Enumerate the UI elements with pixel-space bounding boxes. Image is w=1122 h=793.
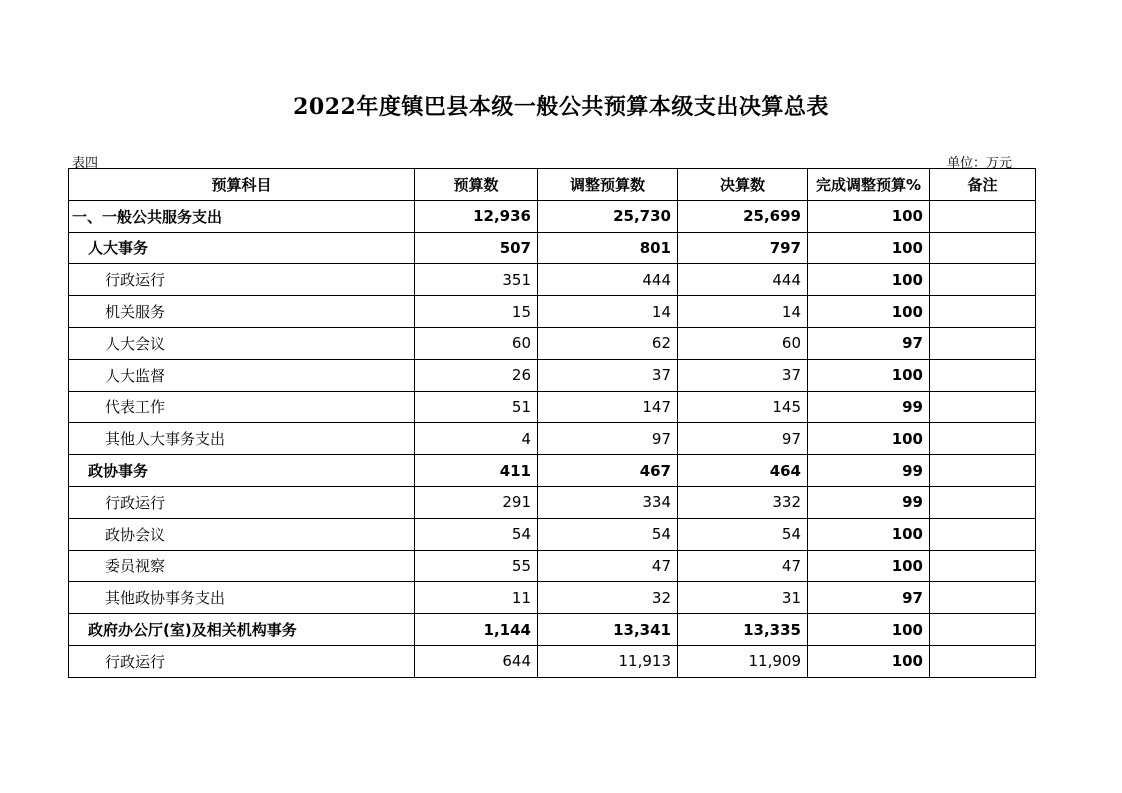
cell-adjusted: 47 bbox=[538, 550, 678, 582]
cell-note bbox=[930, 391, 1036, 423]
cell-note bbox=[930, 614, 1036, 646]
cell-adjusted: 14 bbox=[538, 296, 678, 328]
cell-rate: 100 bbox=[808, 359, 930, 391]
table-row bbox=[69, 486, 1036, 518]
cell-note bbox=[930, 550, 1036, 582]
table-row bbox=[69, 645, 1036, 677]
cell-rate: 97 bbox=[808, 582, 930, 614]
cell-adjusted: 13,341 bbox=[538, 614, 678, 646]
cell-note bbox=[930, 264, 1036, 296]
table-row bbox=[69, 518, 1036, 550]
cell-note bbox=[930, 296, 1036, 328]
cell-final: 464 bbox=[678, 455, 808, 487]
cell-budget: 351 bbox=[415, 264, 538, 296]
table-row bbox=[69, 550, 1036, 582]
cell-final: 332 bbox=[678, 486, 808, 518]
cell-subject: 其他政协事务支出 bbox=[69, 582, 415, 614]
cell-subject: 人大监督 bbox=[69, 359, 415, 391]
cell-budget: 55 bbox=[415, 550, 538, 582]
cell-budget: 51 bbox=[415, 391, 538, 423]
cell-budget: 15 bbox=[415, 296, 538, 328]
cell-budget: 507 bbox=[415, 232, 538, 264]
cell-budget: 11 bbox=[415, 582, 538, 614]
cell-adjusted: 25,730 bbox=[538, 200, 678, 232]
cell-subject: 一、一般公共服务支出 bbox=[69, 200, 415, 232]
cell-final: 60 bbox=[678, 327, 808, 359]
table-row bbox=[69, 232, 1036, 264]
page-title: 2022年度镇巴县本级一般公共预算本级支出决算总表 bbox=[293, 94, 829, 120]
cell-rate: 100 bbox=[808, 645, 930, 677]
cell-adjusted: 801 bbox=[538, 232, 678, 264]
cell-final: 97 bbox=[678, 423, 808, 455]
col-header-adjusted: 调整预算数 bbox=[538, 169, 678, 201]
col-header-rate: 完成调整预算% bbox=[808, 169, 930, 201]
cell-rate: 100 bbox=[808, 518, 930, 550]
cell-adjusted: 444 bbox=[538, 264, 678, 296]
cell-final: 14 bbox=[678, 296, 808, 328]
cell-adjusted: 62 bbox=[538, 327, 678, 359]
cell-note bbox=[930, 423, 1036, 455]
cell-rate: 99 bbox=[808, 391, 930, 423]
cell-final: 13,335 bbox=[678, 614, 808, 646]
cell-final: 31 bbox=[678, 582, 808, 614]
cell-rate: 100 bbox=[808, 232, 930, 264]
cell-adjusted: 147 bbox=[538, 391, 678, 423]
table-row bbox=[69, 582, 1036, 614]
cell-rate: 99 bbox=[808, 455, 930, 487]
cell-note bbox=[930, 455, 1036, 487]
cell-rate: 100 bbox=[808, 264, 930, 296]
col-header-subject: 预算科目 bbox=[69, 169, 415, 201]
cell-adjusted: 32 bbox=[538, 582, 678, 614]
cell-subject: 委员视察 bbox=[69, 550, 415, 582]
col-header-budget: 预算数 bbox=[415, 169, 538, 201]
cell-final: 797 bbox=[678, 232, 808, 264]
table-row bbox=[69, 327, 1036, 359]
table-row bbox=[69, 359, 1036, 391]
table-row bbox=[69, 200, 1036, 232]
cell-subject: 人大事务 bbox=[69, 232, 415, 264]
cell-final: 37 bbox=[678, 359, 808, 391]
table-row bbox=[69, 296, 1036, 328]
cell-budget: 26 bbox=[415, 359, 538, 391]
cell-final: 54 bbox=[678, 518, 808, 550]
cell-subject: 人大会议 bbox=[69, 327, 415, 359]
cell-budget: 60 bbox=[415, 327, 538, 359]
cell-budget: 54 bbox=[415, 518, 538, 550]
cell-subject: 行政运行 bbox=[69, 645, 415, 677]
cell-note bbox=[930, 200, 1036, 232]
cell-rate: 100 bbox=[808, 423, 930, 455]
cell-budget: 4 bbox=[415, 423, 538, 455]
cell-adjusted: 334 bbox=[538, 486, 678, 518]
cell-adjusted: 11,913 bbox=[538, 645, 678, 677]
table-row bbox=[69, 455, 1036, 487]
cell-subject: 行政运行 bbox=[69, 486, 415, 518]
cell-final: 444 bbox=[678, 264, 808, 296]
cell-final: 25,699 bbox=[678, 200, 808, 232]
cell-budget: 12,936 bbox=[415, 200, 538, 232]
cell-budget: 1,144 bbox=[415, 614, 538, 646]
cell-final: 47 bbox=[678, 550, 808, 582]
cell-subject: 机关服务 bbox=[69, 296, 415, 328]
cell-rate: 100 bbox=[808, 200, 930, 232]
unit-label: 单位：万元 bbox=[946, 156, 1012, 171]
cell-rate: 97 bbox=[808, 327, 930, 359]
cell-note bbox=[930, 327, 1036, 359]
table-number: 表四 bbox=[72, 156, 99, 171]
table-header-row bbox=[69, 169, 1036, 201]
cell-final: 11,909 bbox=[678, 645, 808, 677]
cell-note bbox=[930, 359, 1036, 391]
cell-adjusted: 37 bbox=[538, 359, 678, 391]
cell-note bbox=[930, 582, 1036, 614]
cell-subject: 代表工作 bbox=[69, 391, 415, 423]
cell-adjusted: 467 bbox=[538, 455, 678, 487]
cell-adjusted: 54 bbox=[538, 518, 678, 550]
budget-table bbox=[68, 168, 1036, 678]
cell-subject: 政协事务 bbox=[69, 455, 415, 487]
table-row bbox=[69, 614, 1036, 646]
cell-rate: 100 bbox=[808, 614, 930, 646]
cell-note bbox=[930, 486, 1036, 518]
cell-note bbox=[930, 645, 1036, 677]
cell-budget: 411 bbox=[415, 455, 538, 487]
cell-subject: 其他人大事务支出 bbox=[69, 423, 415, 455]
cell-budget: 291 bbox=[415, 486, 538, 518]
cell-adjusted: 97 bbox=[538, 423, 678, 455]
cell-rate: 100 bbox=[808, 550, 930, 582]
table-body bbox=[69, 200, 1036, 677]
cell-rate: 99 bbox=[808, 486, 930, 518]
table-row bbox=[69, 391, 1036, 423]
cell-note bbox=[930, 518, 1036, 550]
col-header-note: 备注 bbox=[930, 169, 1036, 201]
cell-subject: 政府办公厅(室)及相关机构事务 bbox=[69, 614, 415, 646]
table-row bbox=[69, 423, 1036, 455]
cell-final: 145 bbox=[678, 391, 808, 423]
cell-budget: 644 bbox=[415, 645, 538, 677]
cell-subject: 政协会议 bbox=[69, 518, 415, 550]
table-row bbox=[69, 264, 1036, 296]
cell-note bbox=[930, 232, 1036, 264]
cell-subject: 行政运行 bbox=[69, 264, 415, 296]
col-header-final: 决算数 bbox=[678, 169, 808, 201]
cell-rate: 100 bbox=[808, 296, 930, 328]
